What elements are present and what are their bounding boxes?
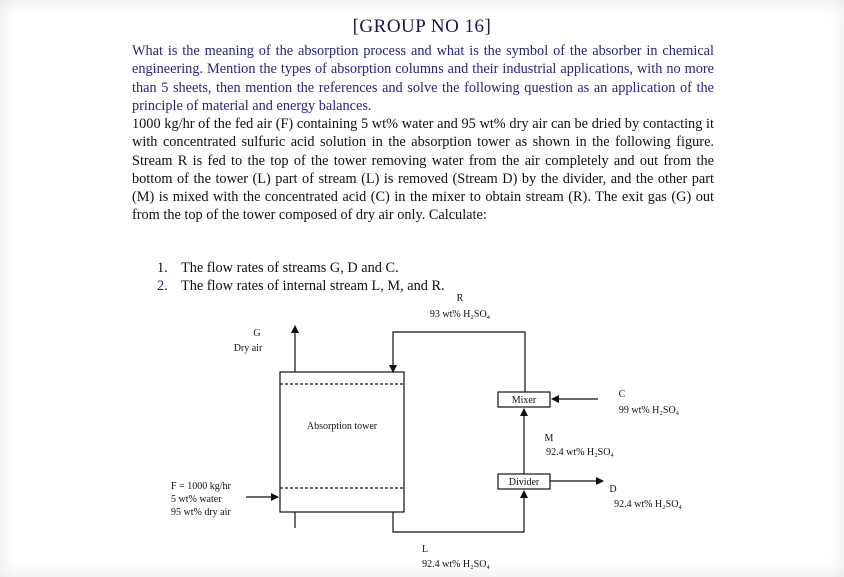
- stream-l-composition: 92.4 wt% H₂SO₄: [422, 559, 490, 570]
- stream-l-line: [393, 491, 524, 532]
- stream-r-name: R: [456, 293, 464, 304]
- absorption-tower-label: Absorption tower: [306, 421, 378, 432]
- stream-f-water: 5 wt% water: [171, 494, 222, 505]
- question-text: The flow rates of streams G, D and C.: [181, 260, 399, 276]
- stream-d-composition: 92.4 wt% H₂SO₄: [614, 499, 682, 510]
- stream-c-name: C: [618, 389, 626, 400]
- intro-paragraph: What is the meaning of the absorption process and what is the symbol of the absorber in chemical engineering. Mention the types of absorption columns and their industrial applications, with no more than 5 sheets, then mention the references and solve the following question as an application of the principle of material and energy balances.: [132, 43, 714, 114]
- stream-g-composition: Dry air: [233, 343, 263, 354]
- stream-c-composition: 99 wt% H₂SO₄: [618, 405, 680, 416]
- stream-r-composition: 93 wt% H₂SO₄: [429, 309, 491, 320]
- stream-f-dry-air: 95 wt% dry air: [171, 507, 231, 518]
- stream-m-composition: 92.4 wt% H₂SO₄: [546, 447, 614, 458]
- problem-paragraph: 1000 kg/hr of the fed air (F) containing 5 wt% water and 95 wt% dry air can be dried by contacting it with concentrated sulfuric acid solution in the absorption tower as shown in the following figure. Stream R is fed to the top of the tower removing water from the air completely and out from the bottom of the tower (L) part of stream (L) is removed (Stream D) by the divider, and the other part (M) is mixed with the concentrated acid (C) in the mixer to obtain stream (R). The exit gas (G) out from the top of the tower composed of dry air only. Calculate:: [132, 116, 714, 224]
- stream-m-name: M: [544, 433, 554, 444]
- document-title: [GROUP NO 16]: [352, 16, 492, 37]
- divider-label: Divider: [508, 477, 540, 488]
- question-text: The flow rates of internal stream L, M, and R.: [181, 278, 445, 295]
- absorption-tower: [280, 372, 404, 512]
- mixer-label: Mixer: [511, 395, 537, 406]
- stream-g-name: G: [253, 328, 261, 339]
- question-number: 1.: [157, 260, 168, 276]
- question-number: 2.: [157, 278, 168, 295]
- stream-d-name: D: [609, 484, 617, 495]
- stream-l-name: L: [421, 544, 429, 555]
- stream-r-line: [393, 332, 525, 392]
- stream-f-flow: F = 1000 kg/hr: [171, 481, 231, 492]
